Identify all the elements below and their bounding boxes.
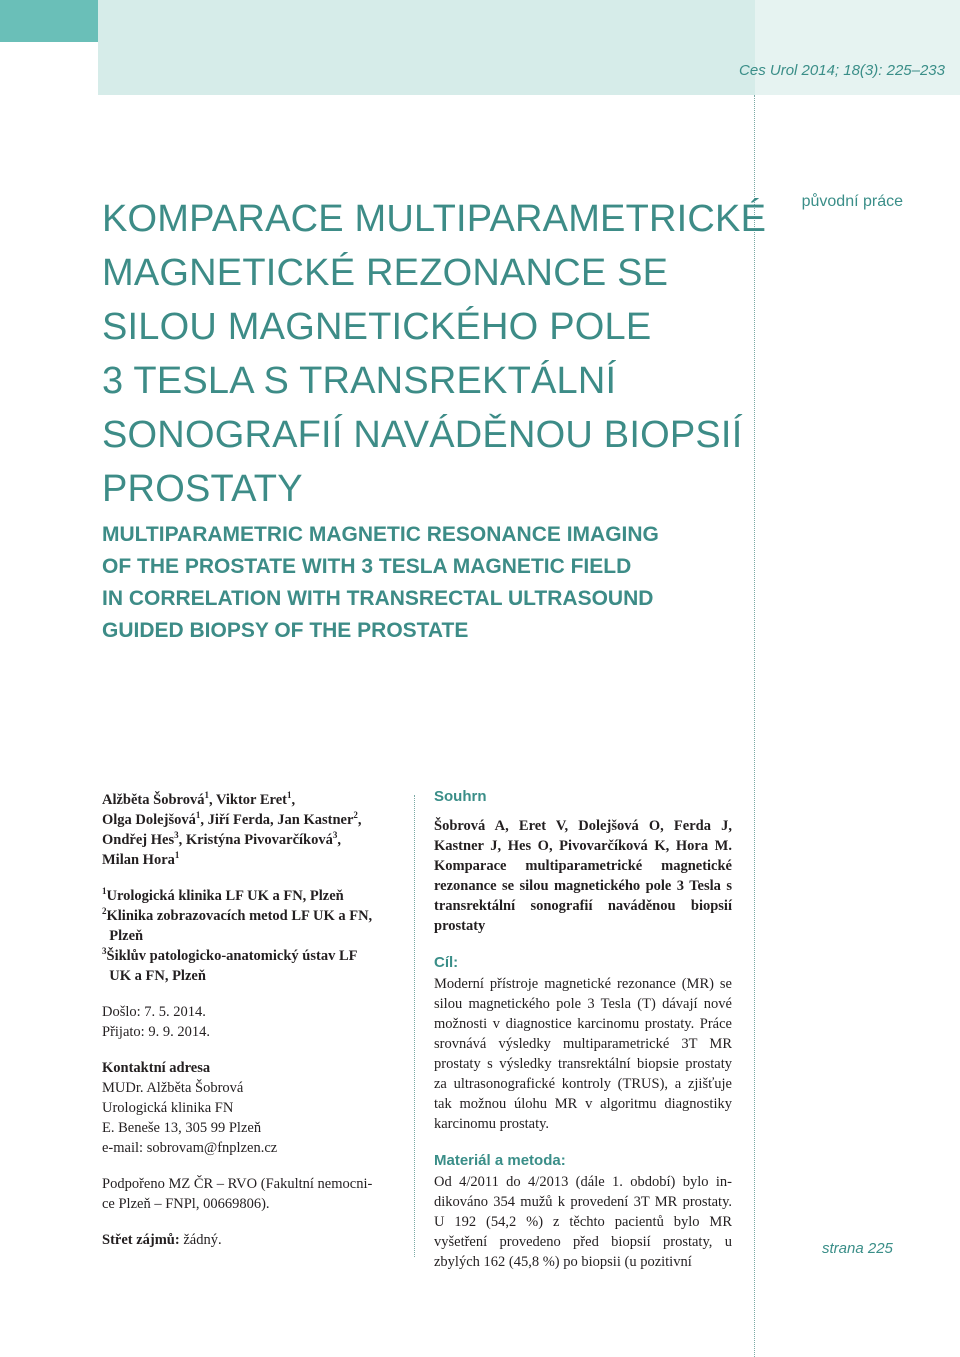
margin-divider [754, 95, 755, 1357]
affiliation-text: UK a FN, Plzeň [109, 968, 206, 984]
affiliation-text: Urologická klinika LF UK a FN, Plzeň [106, 888, 344, 904]
contact-institution: Urologická klinika FN [102, 1100, 234, 1116]
affiliation-text: Plzeň [109, 928, 144, 944]
author: Milan Hora [102, 852, 175, 868]
aim-heading: Cíl: [434, 954, 459, 971]
title-english [102, 519, 742, 647]
header-band [0, 0, 960, 95]
affiliation-2: $^2$Klinika zobrazovacích metod LF UK a FN, Plzeň [102, 906, 373, 944]
author: Viktor Eret [215, 792, 287, 808]
conflict-label: Střet zájmů: [102, 1232, 180, 1248]
support-line: Podpořeno MZ ČR – RVO (Fakultní nemocni- [102, 1176, 373, 1192]
author-list: Alžběta Šobrová$^1$, Viktor Eret$^1$, Olga Dolejšová$^1$, Jiří Ferda, Jan Kastner$^2$, Ondřej Hes$^3$, Kristýna Pivovarčíková$^3$, Milan Hora$^1$ [102, 790, 362, 868]
title-cz-line: KOMPARACE MULTIPARAMETRICKÉ [102, 198, 767, 240]
article-info-column [102, 790, 402, 1250]
contact-heading: Kontaktní adresa [102, 1060, 211, 1076]
methods-heading: Materiál a metoda: [434, 1152, 566, 1169]
contact-email[interactable]: e-mail: sobrovam@fnplzen.cz [102, 1140, 278, 1156]
title-cz-line: 3 TESLA S TRANSREKTÁLNÍ [102, 360, 617, 402]
contact-name: MUDr. Alžběta Šobrová [102, 1080, 244, 1096]
title-cz-line: MAGNETICKÉ REZONANCE SE [102, 252, 669, 294]
page-number: strana 225 [822, 1240, 893, 1257]
abstract-column [434, 786, 732, 1272]
aim-text: Moderní přístroje magnetické rezonance (MR) se silou magnetického pole 3 Tesla (T) dávají nové možnosti v diagnostice karcinomu prostaty. Práce srovnává výsledky multiparametrické 3T MR prostaty s výsledky transrektální biopsie prostaty za ultrasonografické kontroly (TRUS), a zjišťuje tak možnou úlohu MR v algoritmu diagnostiky karcinomu prostaty. [434, 976, 732, 1132]
contact-street: E. Beneše 13, 305 99 Plzeň [102, 1120, 262, 1136]
affiliation-text: Klinika zobrazovacích metod LF UK a FN, [106, 908, 373, 924]
title-cz-line: PROSTATY [102, 468, 303, 510]
summary-citation: Šobrová A, Eret V, Dolejšová O, Ferda J, Kastner J, Hes O, Pivovarčíková K, Hora M. Komparace multiparametrické magnetické rezonance se silou magnetického pole 3 Tesla s transrektální sonografií naváděnou biopsií prostaty [434, 818, 732, 934]
author: Olga Dolejšová [102, 812, 196, 828]
received-date: Došlo: 7. 5. 2014. [102, 1004, 206, 1020]
affiliation-1: $^1$Urologická klinika LF UK a FN, Plzeň [102, 886, 344, 904]
author: Jan Kastner [277, 812, 354, 828]
title-en-line: GUIDED BIOPSY OF THE PROSTATE [102, 619, 469, 642]
column-divider [414, 795, 415, 1257]
affiliation-3: $^3$Šiklův patologicko-anatomický ústav LF UK a FN, Plzeň [102, 946, 358, 984]
conflict-of-interest [102, 1230, 402, 1250]
title-en-line: MULTIPARAMETRIC MAGNETIC RESONANCE IMAGING [102, 523, 659, 546]
journal-citation: Ces Urol 2014; 18(3): 225–233 [739, 62, 945, 79]
title-en-line: OF THE PROSTATE WITH 3 TESLA MAGNETIC FIELD [102, 555, 632, 578]
section-label: původní práce [801, 193, 903, 210]
author: Alžběta Šobrová [102, 792, 205, 808]
title-cz-line: SILOU MAGNETICKÉHO POLE [102, 306, 652, 348]
title-cz-line: SONOGRAFIÍ NAVÁDĚNOU BIOPSIÍ [102, 414, 743, 456]
author: Ondřej Hes [102, 832, 175, 848]
author: Kristýna Pivovarčíková [185, 832, 333, 848]
affiliation-text: Šiklův patologicko-anatomický ústav LF [106, 948, 358, 964]
author: Jiří Ferda [207, 812, 271, 828]
methods-text: Od 4/2011 do 4/2013 (dále 1. období) bylo indikováno 354 mužů k provedení 3T MR prostaty. U 192 (54,2 %) z těchto pacientů bylo MR vyšetření provedeno před biopsií prostaty, u zbylých 162 (45,8 %) po biopsii (u pozitivní [434, 1174, 732, 1270]
support-line: ce Plzeň – FNPl, 00669806). [102, 1196, 270, 1212]
accepted-date: Přijato: 9. 9. 2014. [102, 1024, 210, 1040]
title-czech [102, 192, 767, 516]
title-en-line: IN CORRELATION WITH TRANSRECTAL ULTRASOUND [102, 587, 654, 610]
header-light-panel [98, 0, 755, 95]
conflict-value: žádný. [183, 1232, 222, 1248]
header-right-panel [755, 0, 960, 95]
summary-heading: Souhrn [434, 788, 487, 805]
